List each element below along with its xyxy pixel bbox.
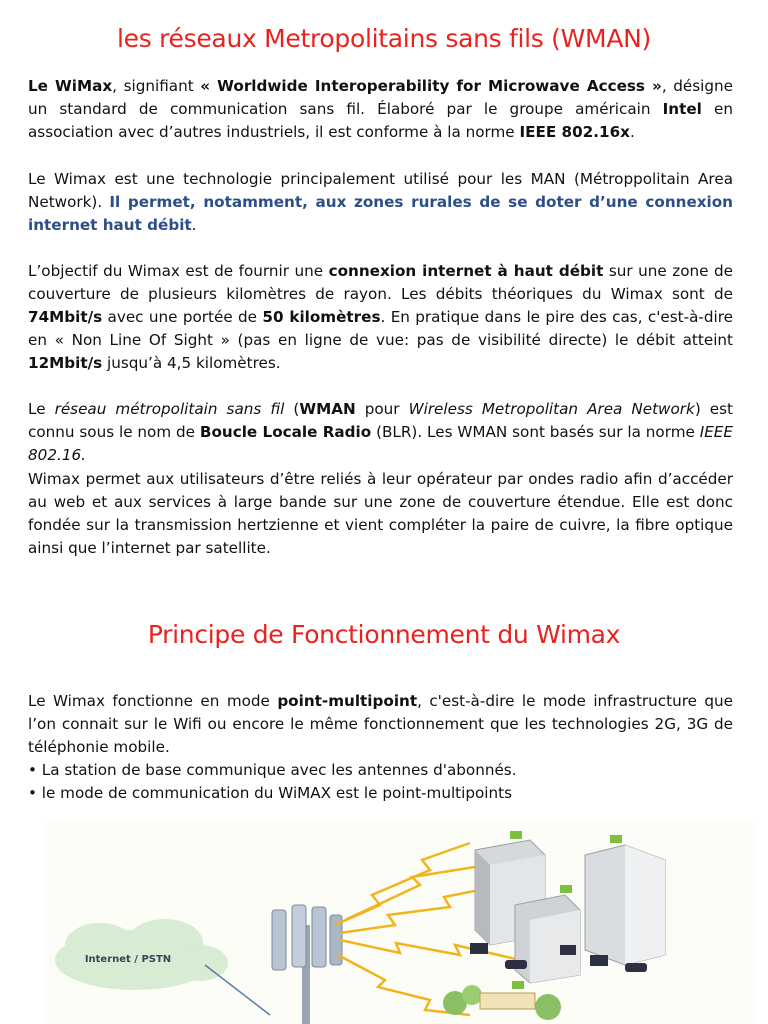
term-connexion: connexion internet à haut débit — [328, 262, 604, 280]
text-span: avec une portée de — [102, 308, 263, 326]
text-span: . — [191, 216, 197, 234]
term-50km: 50 kilomètres — [262, 308, 381, 326]
text-span: pour — [355, 400, 409, 418]
text-span: Le — [28, 400, 55, 418]
term-wimax: Le WiMax — [28, 77, 113, 95]
text-span: ( — [284, 400, 300, 418]
wimax-network-diagram — [0, 815, 768, 1024]
text-span: . En pratique dans le pire des cas, c'est-à-dire en « Non Line Of Sight » (pas en ligne de vue: pas de visibilité directe) le débit atteint — [28, 308, 733, 349]
term-74mbit: 74Mbit/s — [28, 308, 103, 326]
text-span: Le Wimax fonctionne en mode — [28, 692, 278, 710]
text-span: (BLR). Les WMAN sont basés sur la norme — [371, 423, 700, 441]
text-span: jusqu’à 4,5 kilomètres. — [102, 354, 281, 372]
text-span: Le Wimax est une technologie principalement utilisé pour les MAN (Métroppolitain Area Network). — [28, 170, 733, 211]
text-span: , c'est-à-dire le mode infrastructure que l’on connait sur le Wifi ou encore le même fonctionnement que les technologies 2G, 3G de téléphonie mobile. — [28, 692, 734, 756]
apartment-building-icon — [515, 895, 580, 983]
text-span: L’objectif du Wimax est de fournir une — [28, 262, 329, 280]
text-span: . — [629, 123, 635, 141]
term-blr: Boucle Locale Radio — [199, 423, 372, 441]
cloud-label: Internet / PSTN — [84, 954, 172, 965]
text-span: , désigne un standard de communication sans fil. Élaboré par le groupe américain — [28, 77, 734, 118]
term-full-name: « Worldwide Interoperability for Microwave Access » — [200, 77, 662, 95]
text-span: en association avec d’autres industriels, il est conforme à la norme — [28, 100, 733, 141]
page-title: les réseaux Metropolitains sans fils (WMAN) — [117, 24, 651, 53]
text-span: sur une zone de couverture de plusieurs kilomètres de rayon. Les débits théoriques du Wimax sont de — [28, 262, 734, 303]
paragraph-wimax-man — [28, 168, 733, 237]
term-point-multipoint: point-multipoint — [277, 692, 418, 710]
paragraph-wimax-objective — [28, 260, 733, 375]
bullet-item: • La station de base communique avec les antennes d'abonnés. — [28, 761, 517, 779]
tower-building-icon — [585, 845, 665, 965]
term-12mbit: 12Mbit/s — [28, 354, 103, 372]
bullet-item: • le mode de communication du WiMAX est le point-multipoints — [28, 784, 512, 802]
term-reseau-italic: réseau métropolitain sans fil — [54, 400, 285, 418]
term-wman: WMAN — [299, 400, 356, 418]
highlight-rural: Il permet, notamment, aux zones rurales de se doter d’une connexion internet haut débit — [28, 193, 733, 234]
bullet-list — [28, 759, 733, 805]
term-ieee-italic: IEEE 802.16. — [28, 423, 733, 464]
paragraph-wman — [28, 398, 733, 467]
term-wireless-italic: Wireless Metropolitan Area Network — [408, 400, 695, 418]
term-ieee: IEEE 802.16x — [519, 123, 630, 141]
paragraph-point-multipoint — [28, 690, 733, 759]
text-span: , signifiant — [112, 77, 201, 95]
section-title: Principe de Fonctionnement du Wimax — [147, 620, 621, 649]
text-span: ) est connu sous le nom de — [28, 400, 733, 441]
paragraph-wimax-access: Wimax permet aux utilisateurs d’être reliés à leur opérateur par ondes radio afin d’accéder au web et aux services à large bande sur une zone de couverture étendue. Elle est donc fondée sur la transmission hertzienne et vient compléter la paire de cuivre, la fibre optique ainsi que l’internet par satellite. — [28, 470, 733, 557]
term-intel: Intel — [662, 100, 702, 118]
paragraph-wimax-definition — [28, 75, 733, 144]
